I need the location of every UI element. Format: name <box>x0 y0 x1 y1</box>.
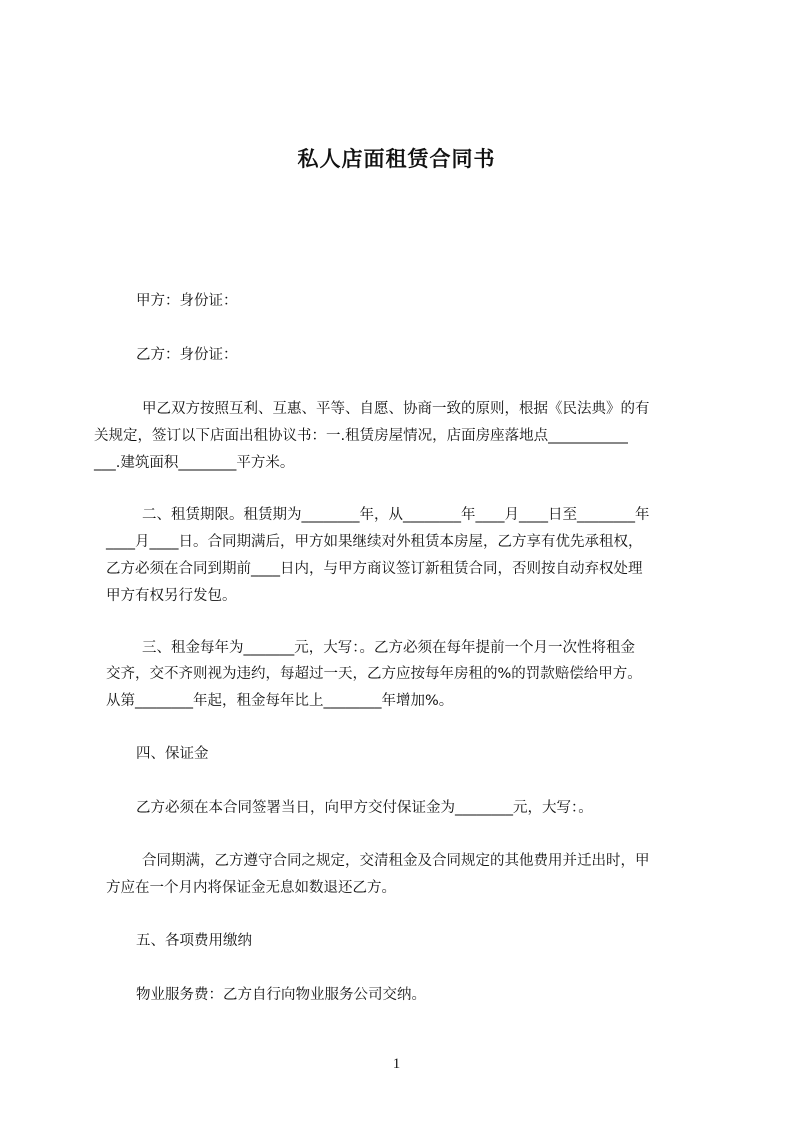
deposit-return-line-2: 方应在一个月内将保证金无息如数退还乙方。 <box>106 880 396 896</box>
clause-2-line-1: 二、租赁期限。租赁期为________年，从________年____月____日至________年 <box>142 507 650 523</box>
party-a-line: 甲方：身份证： <box>136 293 238 309</box>
party-b-line: 乙方：身份证： <box>136 347 238 363</box>
clause-3-line-1: 三、租金每年为_______元，大写：。乙方必须在每年提前一个月一次性将租金 <box>142 640 635 656</box>
clause-2-line-3: 乙方必须在合同到期前____日内，与甲方商议签订新租赁合同，否则按自动弃权处理 <box>106 561 643 577</box>
clause-3-line-3: 从第________年起，租金每年比上________年增加%。 <box>106 693 454 709</box>
clause-intro-line-1: 甲乙双方按照互利、互惠、平等、自愿、协商一致的原则，根据《民法典》的有 <box>142 401 650 417</box>
clause-intro-line-3: ___.建筑面积________平方米。 <box>94 455 295 471</box>
section-4-heading: 四、保证金 <box>136 746 209 762</box>
deposit-return-line-1: 合同期满，乙方遵守合同之规定，交清租金及合同规定的其他费用并迁出时，甲 <box>142 853 650 869</box>
document-title: 私人店面租赁合同书 <box>297 147 496 171</box>
clause-2-line-2: ____月____日。合同期满后，甲方如果继续对外租赁本房屋，乙方享有优先承租权， <box>106 534 643 550</box>
clause-3-line-2: 交齐，交不齐则视为违约，每超过一天，乙方应按每年房租的%的罚款赔偿给甲方。 <box>106 666 642 682</box>
deposit-line: 乙方必须在本合同签署当日，向甲方交付保证金为________元，大写：。 <box>136 800 593 816</box>
section-5-heading: 五、各项费用缴纳 <box>136 933 252 949</box>
page-number: 1 <box>392 1056 401 1072</box>
property-fee-line: 物业服务费：乙方自行向物业服务公司交纳。 <box>136 987 426 1003</box>
clause-intro-line-2: 关规定，签订以下店面出租协议书：一.租赁房屋情况，店面房座落地点___________ <box>94 428 628 444</box>
clause-2-line-4: 甲方有权另行发包。 <box>106 588 237 604</box>
